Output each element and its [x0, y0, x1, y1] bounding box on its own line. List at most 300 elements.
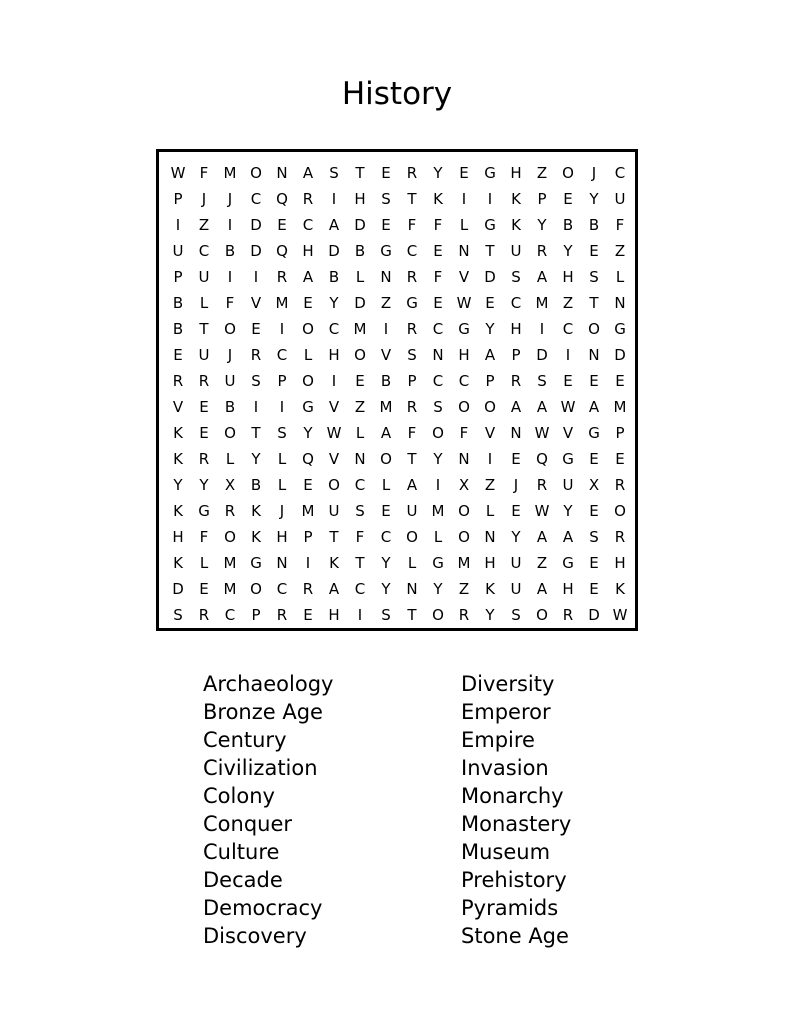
grid-letter[interactable]: K: [251, 502, 261, 520]
grid-letter[interactable]: R: [250, 346, 262, 364]
grid-letter[interactable]: L: [277, 476, 287, 494]
grid-letter[interactable]: R: [562, 606, 574, 624]
grid-letter[interactable]: A: [484, 346, 496, 364]
grid-letter[interactable]: L: [615, 268, 625, 286]
grid-letter[interactable]: G: [614, 320, 626, 338]
grid-letter[interactable]: V: [328, 450, 340, 468]
grid-letter[interactable]: G: [406, 294, 418, 312]
grid-letter[interactable]: D: [250, 242, 262, 260]
grid-letter[interactable]: E: [485, 294, 495, 312]
grid-letter[interactable]: R: [614, 476, 626, 494]
grid-letter[interactable]: F: [459, 424, 469, 442]
grid-letter[interactable]: I: [435, 476, 441, 494]
grid-letter[interactable]: H: [276, 528, 288, 546]
grid-letter[interactable]: F: [407, 216, 417, 234]
grid-letter[interactable]: J: [227, 190, 233, 208]
grid-letter[interactable]: S: [329, 164, 339, 182]
grid-letter[interactable]: H: [172, 528, 184, 546]
grid-letter[interactable]: S: [381, 190, 391, 208]
grid-letter[interactable]: S: [355, 502, 365, 520]
grid-letter[interactable]: S: [511, 606, 521, 624]
grid-letter[interactable]: I: [357, 606, 363, 624]
grid-letter[interactable]: X: [588, 476, 600, 494]
grid-letter[interactable]: B: [562, 216, 574, 234]
grid-letter[interactable]: E: [303, 476, 313, 494]
grid-letter[interactable]: M: [535, 294, 549, 312]
grid-letter[interactable]: O: [224, 528, 236, 546]
grid-letter[interactable]: V: [562, 424, 574, 442]
grid-letter[interactable]: B: [172, 294, 184, 312]
grid-letter[interactable]: K: [329, 554, 339, 572]
grid-letter[interactable]: L: [303, 346, 313, 364]
grid-letter[interactable]: F: [407, 424, 417, 442]
grid-letter[interactable]: L: [199, 294, 209, 312]
grid-letter[interactable]: H: [562, 580, 574, 598]
grid-letter[interactable]: H: [458, 346, 470, 364]
grid-letter[interactable]: O: [354, 346, 366, 364]
grid-letter[interactable]: Z: [536, 554, 548, 572]
grid-letter[interactable]: S: [277, 424, 287, 442]
grid-letter[interactable]: P: [277, 372, 287, 390]
grid-letter[interactable]: I: [461, 190, 467, 208]
grid-letter[interactable]: T: [407, 190, 417, 208]
grid-letter[interactable]: E: [563, 190, 573, 208]
grid-letter[interactable]: A: [510, 398, 522, 416]
grid-letter[interactable]: I: [539, 320, 545, 338]
grid-letter[interactable]: E: [615, 372, 625, 390]
grid-letter[interactable]: O: [224, 424, 236, 442]
grid-letter[interactable]: F: [433, 268, 443, 286]
grid-letter[interactable]: K: [173, 450, 183, 468]
grid-letter[interactable]: R: [406, 268, 418, 286]
grid-letter[interactable]: I: [175, 216, 181, 234]
grid-letter[interactable]: M: [613, 398, 627, 416]
grid-letter[interactable]: U: [172, 242, 184, 260]
grid-letter[interactable]: C: [432, 320, 444, 338]
grid-letter[interactable]: P: [537, 190, 547, 208]
grid-letter[interactable]: M: [353, 320, 367, 338]
grid-letter[interactable]: R: [406, 398, 418, 416]
grid-letter[interactable]: I: [227, 268, 233, 286]
grid-letter[interactable]: N: [614, 294, 626, 312]
grid-letter[interactable]: G: [302, 398, 314, 416]
grid-letter[interactable]: T: [485, 242, 495, 260]
grid-letter[interactable]: Q: [536, 450, 548, 468]
grid-letter[interactable]: Z: [198, 216, 210, 234]
grid-letter[interactable]: G: [198, 502, 210, 520]
grid-letter[interactable]: A: [302, 164, 314, 182]
grid-letter[interactable]: B: [354, 242, 366, 260]
grid-letter[interactable]: C: [458, 372, 470, 390]
grid-letter[interactable]: R: [536, 476, 548, 494]
grid-letter[interactable]: K: [485, 580, 495, 598]
grid-letter[interactable]: N: [380, 268, 392, 286]
grid-letter[interactable]: F: [199, 164, 209, 182]
grid-letter[interactable]: U: [224, 372, 236, 390]
grid-letter[interactable]: N: [510, 424, 522, 442]
grid-letter[interactable]: W: [534, 424, 550, 442]
grid-letter[interactable]: C: [354, 580, 366, 598]
grid-letter[interactable]: A: [536, 268, 548, 286]
grid-letter[interactable]: E: [381, 502, 391, 520]
grid-letter[interactable]: D: [250, 216, 262, 234]
grid-letter[interactable]: O: [484, 398, 496, 416]
grid-letter[interactable]: N: [276, 164, 288, 182]
grid-letter[interactable]: L: [355, 268, 365, 286]
grid-letter[interactable]: F: [615, 216, 625, 234]
grid-letter[interactable]: S: [589, 268, 599, 286]
grid-letter[interactable]: I: [331, 190, 337, 208]
grid-letter[interactable]: G: [588, 424, 600, 442]
grid-letter[interactable]: A: [328, 580, 340, 598]
grid-letter[interactable]: L: [225, 450, 235, 468]
grid-letter[interactable]: P: [173, 190, 183, 208]
grid-letter[interactable]: U: [406, 502, 418, 520]
grid-letter[interactable]: C: [432, 372, 444, 390]
grid-letter[interactable]: T: [407, 606, 417, 624]
grid-letter[interactable]: U: [614, 190, 626, 208]
grid-letter[interactable]: W: [534, 502, 550, 520]
grid-letter[interactable]: R: [614, 528, 626, 546]
grid-letter[interactable]: P: [251, 606, 261, 624]
grid-letter[interactable]: J: [201, 190, 207, 208]
grid-letter[interactable]: R: [276, 606, 288, 624]
grid-letter[interactable]: O: [250, 580, 262, 598]
grid-letter[interactable]: R: [458, 606, 470, 624]
grid-letter[interactable]: C: [510, 294, 522, 312]
grid-letter[interactable]: N: [276, 554, 288, 572]
grid-letter[interactable]: N: [354, 450, 366, 468]
grid-letter[interactable]: O: [328, 476, 340, 494]
grid-letter[interactable]: L: [433, 528, 443, 546]
grid-letter[interactable]: U: [198, 268, 210, 286]
grid-letter[interactable]: Y: [381, 580, 391, 598]
grid-letter[interactable]: Z: [536, 164, 548, 182]
grid-letter[interactable]: J: [279, 502, 285, 520]
grid-letter[interactable]: P: [615, 424, 625, 442]
grid-letter[interactable]: V: [172, 398, 184, 416]
grid-letter[interactable]: G: [484, 164, 496, 182]
grid-letter[interactable]: K: [511, 190, 521, 208]
grid-letter[interactable]: U: [510, 554, 522, 572]
grid-letter[interactable]: K: [615, 580, 625, 598]
grid-letter[interactable]: O: [406, 528, 418, 546]
grid-letter[interactable]: A: [302, 268, 314, 286]
grid-letter[interactable]: C: [354, 476, 366, 494]
grid-letter[interactable]: O: [250, 164, 262, 182]
grid-letter[interactable]: Y: [199, 476, 209, 494]
grid-letter[interactable]: M: [275, 294, 289, 312]
grid-letter[interactable]: D: [354, 294, 366, 312]
grid-letter[interactable]: D: [328, 242, 340, 260]
grid-letter[interactable]: N: [432, 346, 444, 364]
grid-letter[interactable]: T: [329, 528, 339, 546]
grid-letter[interactable]: L: [199, 554, 209, 572]
grid-letter[interactable]: T: [407, 450, 417, 468]
grid-letter[interactable]: H: [484, 554, 496, 572]
grid-letter[interactable]: O: [302, 372, 314, 390]
grid-letter[interactable]: S: [251, 372, 261, 390]
grid-letter[interactable]: I: [487, 450, 493, 468]
grid-letter[interactable]: C: [276, 580, 288, 598]
grid-letter[interactable]: A: [536, 528, 548, 546]
grid-letter[interactable]: O: [224, 320, 236, 338]
grid-letter[interactable]: E: [511, 502, 521, 520]
grid-letter[interactable]: G: [562, 554, 574, 572]
grid-letter[interactable]: M: [223, 554, 237, 572]
grid-letter[interactable]: A: [328, 216, 340, 234]
grid-letter[interactable]: R: [302, 580, 314, 598]
grid-letter[interactable]: I: [565, 346, 571, 364]
grid-letter[interactable]: P: [303, 528, 313, 546]
grid-letter[interactable]: U: [328, 502, 340, 520]
grid-letter[interactable]: Y: [511, 528, 521, 546]
grid-letter[interactable]: U: [562, 476, 574, 494]
grid-letter[interactable]: R: [198, 372, 210, 390]
grid-letter[interactable]: K: [173, 554, 183, 572]
grid-letter[interactable]: F: [433, 216, 443, 234]
grid-letter[interactable]: C: [250, 190, 262, 208]
grid-letter[interactable]: C: [380, 528, 392, 546]
grid-letter[interactable]: B: [380, 372, 392, 390]
grid-letter[interactable]: E: [589, 372, 599, 390]
grid-letter[interactable]: I: [279, 398, 285, 416]
grid-letter[interactable]: C: [406, 242, 418, 260]
grid-letter[interactable]: E: [615, 450, 625, 468]
grid-letter[interactable]: I: [383, 320, 389, 338]
grid-letter[interactable]: E: [381, 216, 391, 234]
grid-letter[interactable]: D: [172, 580, 184, 598]
grid-letter[interactable]: G: [562, 450, 574, 468]
grid-letter[interactable]: E: [563, 372, 573, 390]
grid-letter[interactable]: O: [458, 502, 470, 520]
grid-letter[interactable]: V: [250, 294, 262, 312]
grid-letter[interactable]: Z: [380, 294, 392, 312]
grid-letter[interactable]: O: [562, 164, 574, 182]
grid-letter[interactable]: I: [279, 320, 285, 338]
grid-letter[interactable]: A: [380, 424, 392, 442]
grid-letter[interactable]: F: [225, 294, 235, 312]
grid-letter[interactable]: O: [380, 450, 392, 468]
grid-letter[interactable]: Y: [485, 320, 495, 338]
grid-letter[interactable]: I: [253, 268, 259, 286]
grid-letter[interactable]: M: [301, 502, 315, 520]
grid-letter[interactable]: E: [303, 606, 313, 624]
grid-letter[interactable]: E: [589, 554, 599, 572]
grid-letter[interactable]: C: [562, 320, 574, 338]
letter-grid[interactable]: [156, 149, 638, 631]
grid-letter[interactable]: N: [484, 528, 496, 546]
grid-letter[interactable]: K: [173, 424, 183, 442]
grid-letter[interactable]: L: [355, 424, 365, 442]
grid-letter[interactable]: R: [302, 190, 314, 208]
grid-letter[interactable]: Y: [251, 450, 261, 468]
grid-letter[interactable]: C: [302, 216, 314, 234]
grid-letter[interactable]: F: [355, 528, 365, 546]
grid-letter[interactable]: K: [173, 502, 183, 520]
grid-letter[interactable]: U: [510, 242, 522, 260]
grid-letter[interactable]: F: [199, 528, 209, 546]
grid-letter[interactable]: Z: [614, 242, 626, 260]
grid-letter[interactable]: R: [198, 606, 210, 624]
grid-letter[interactable]: I: [227, 216, 233, 234]
grid-letter[interactable]: E: [303, 294, 313, 312]
grid-letter[interactable]: B: [172, 320, 184, 338]
grid-letter[interactable]: E: [381, 164, 391, 182]
grid-letter[interactable]: H: [562, 268, 574, 286]
grid-letter[interactable]: G: [250, 554, 262, 572]
grid-letter[interactable]: O: [432, 606, 444, 624]
grid-letter[interactable]: E: [589, 502, 599, 520]
grid-letter[interactable]: E: [173, 346, 183, 364]
grid-letter[interactable]: N: [588, 346, 600, 364]
grid-letter[interactable]: E: [589, 580, 599, 598]
grid-letter[interactable]: H: [614, 554, 626, 572]
grid-letter[interactable]: G: [458, 320, 470, 338]
grid-letter[interactable]: P: [511, 346, 521, 364]
grid-letter[interactable]: B: [224, 398, 236, 416]
grid-letter[interactable]: H: [354, 190, 366, 208]
grid-letter[interactable]: Z: [458, 580, 470, 598]
grid-letter[interactable]: O: [302, 320, 314, 338]
grid-letter[interactable]: J: [227, 346, 233, 364]
grid-letter[interactable]: S: [511, 268, 521, 286]
grid-letter[interactable]: Y: [563, 502, 573, 520]
grid-letter[interactable]: M: [457, 554, 471, 572]
grid-letter[interactable]: E: [589, 242, 599, 260]
grid-letter[interactable]: T: [589, 294, 599, 312]
grid-letter[interactable]: E: [355, 372, 365, 390]
grid-letter[interactable]: C: [198, 242, 210, 260]
grid-letter[interactable]: N: [406, 580, 418, 598]
grid-letter[interactable]: D: [588, 606, 600, 624]
grid-letter[interactable]: G: [484, 216, 496, 234]
grid-letter[interactable]: T: [355, 164, 365, 182]
grid-letter[interactable]: Y: [485, 606, 495, 624]
grid-letter[interactable]: V: [380, 346, 392, 364]
grid-letter[interactable]: R: [276, 268, 288, 286]
grid-letter[interactable]: G: [432, 554, 444, 572]
grid-letter[interactable]: G: [380, 242, 392, 260]
grid-letter[interactable]: D: [536, 346, 548, 364]
grid-letter[interactable]: Y: [537, 216, 547, 234]
grid-letter[interactable]: H: [328, 606, 340, 624]
grid-letter[interactable]: O: [588, 320, 600, 338]
grid-letter[interactable]: L: [459, 216, 469, 234]
grid-letter[interactable]: Z: [354, 398, 366, 416]
grid-letter[interactable]: O: [536, 606, 548, 624]
grid-letter[interactable]: E: [511, 450, 521, 468]
grid-letter[interactable]: V: [484, 424, 496, 442]
grid-letter[interactable]: T: [199, 320, 209, 338]
grid-letter[interactable]: C: [276, 346, 288, 364]
grid-letter[interactable]: M: [223, 164, 237, 182]
grid-letter[interactable]: L: [485, 502, 495, 520]
grid-letter[interactable]: L: [381, 476, 391, 494]
grid-letter[interactable]: R: [406, 164, 418, 182]
grid-letter[interactable]: M: [379, 398, 393, 416]
grid-letter[interactable]: E: [199, 580, 209, 598]
grid-letter[interactable]: Y: [433, 580, 443, 598]
grid-letter[interactable]: L: [277, 450, 287, 468]
grid-letter[interactable]: I: [331, 372, 337, 390]
grid-letter[interactable]: H: [510, 164, 522, 182]
grid-letter[interactable]: D: [354, 216, 366, 234]
grid-letter[interactable]: Y: [303, 424, 313, 442]
grid-letter[interactable]: O: [432, 424, 444, 442]
grid-letter[interactable]: Y: [589, 190, 599, 208]
grid-letter[interactable]: S: [381, 606, 391, 624]
grid-letter[interactable]: S: [173, 606, 183, 624]
grid-letter[interactable]: M: [223, 580, 237, 598]
grid-letter[interactable]: D: [614, 346, 626, 364]
grid-letter[interactable]: B: [250, 476, 262, 494]
grid-letter[interactable]: D: [484, 268, 496, 286]
grid-letter[interactable]: T: [251, 424, 261, 442]
grid-letter[interactable]: M: [431, 502, 445, 520]
grid-letter[interactable]: W: [326, 424, 342, 442]
grid-letter[interactable]: Y: [381, 554, 391, 572]
grid-letter[interactable]: I: [253, 398, 259, 416]
grid-letter[interactable]: P: [173, 268, 183, 286]
grid-letter[interactable]: E: [199, 424, 209, 442]
grid-letter[interactable]: O: [458, 528, 470, 546]
grid-letter[interactable]: Y: [329, 294, 339, 312]
grid-letter[interactable]: L: [407, 554, 417, 572]
grid-letter[interactable]: Q: [276, 242, 288, 260]
grid-letter[interactable]: E: [433, 294, 443, 312]
grid-letter[interactable]: Z: [562, 294, 574, 312]
grid-letter[interactable]: B: [224, 242, 236, 260]
grid-letter[interactable]: X: [458, 476, 470, 494]
grid-letter[interactable]: O: [614, 502, 626, 520]
grid-letter[interactable]: J: [591, 164, 597, 182]
grid-letter[interactable]: E: [199, 398, 209, 416]
grid-letter[interactable]: P: [407, 372, 417, 390]
grid-letter[interactable]: S: [433, 398, 443, 416]
grid-letter[interactable]: Y: [433, 450, 443, 468]
grid-letter[interactable]: Y: [563, 242, 573, 260]
grid-letter[interactable]: H: [510, 320, 522, 338]
grid-letter[interactable]: H: [328, 346, 340, 364]
grid-letter[interactable]: A: [536, 398, 548, 416]
grid-letter[interactable]: K: [433, 190, 443, 208]
grid-letter[interactable]: R: [224, 502, 236, 520]
grid-letter[interactable]: I: [487, 190, 493, 208]
grid-letter[interactable]: B: [328, 268, 340, 286]
grid-letter[interactable]: T: [355, 554, 365, 572]
grid-letter[interactable]: R: [198, 450, 210, 468]
grid-letter[interactable]: W: [170, 164, 186, 182]
grid-letter[interactable]: E: [589, 450, 599, 468]
grid-letter[interactable]: W: [560, 398, 576, 416]
grid-letter[interactable]: S: [589, 528, 599, 546]
grid-letter[interactable]: A: [406, 476, 418, 494]
grid-letter[interactable]: Y: [173, 476, 183, 494]
grid-letter[interactable]: K: [511, 216, 521, 234]
grid-letter[interactable]: O: [458, 398, 470, 416]
grid-letter[interactable]: Z: [484, 476, 496, 494]
grid-letter[interactable]: R: [406, 320, 418, 338]
grid-letter[interactable]: C: [224, 606, 236, 624]
grid-letter[interactable]: A: [562, 528, 574, 546]
grid-letter[interactable]: N: [458, 242, 470, 260]
grid-letter[interactable]: U: [510, 580, 522, 598]
grid-letter[interactable]: R: [510, 372, 522, 390]
grid-letter[interactable]: B: [588, 216, 600, 234]
grid-letter[interactable]: E: [277, 216, 287, 234]
grid-letter[interactable]: V: [458, 268, 470, 286]
